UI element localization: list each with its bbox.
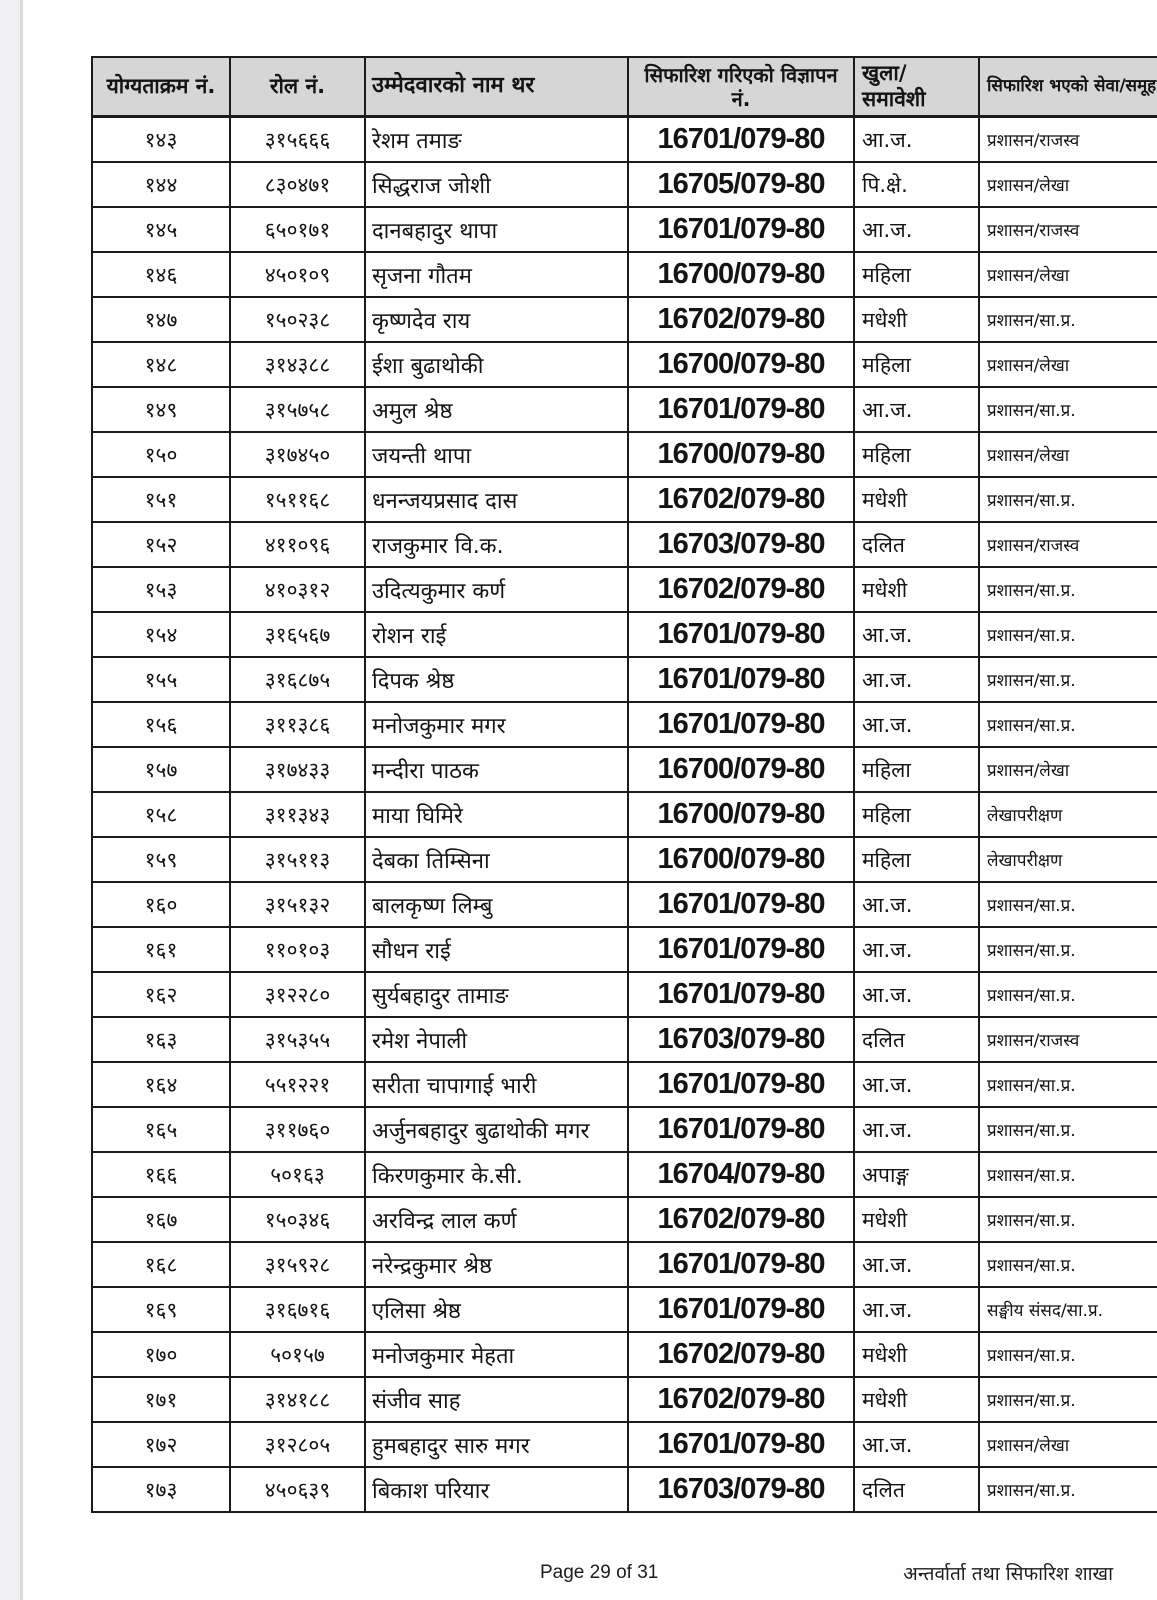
roll-number-cell: ५५१२२१ (230, 1062, 365, 1107)
table-row (92, 747, 1157, 792)
roll-number-cell: ३१७४३३ (230, 747, 365, 792)
candidate-name-cell: हुमबहादुर सारु मगर (365, 1422, 628, 1467)
table-row (92, 477, 1157, 522)
candidate-name-cell: सिद्धराज जोशी (365, 162, 628, 207)
category-cell: आ.ज. (854, 1062, 979, 1107)
roll-number-cell: ३१५३५५ (230, 1017, 365, 1062)
roll-number-cell: ३१६८७५ (230, 657, 365, 702)
service-group-cell: प्रशासन/सा.प्र. (979, 1152, 1157, 1197)
service-group-cell: प्रशासन/लेखा (979, 747, 1157, 792)
table-row (92, 837, 1157, 882)
category-cell: अपाङ्ग (854, 1152, 979, 1197)
candidate-name-cell: अर्जुनबहादुर बुढाथोकी मगर (365, 1107, 628, 1152)
advertisement-number-cell: 16701/079-80 (628, 207, 854, 252)
category-cell: महिला (854, 432, 979, 477)
table-row (92, 1017, 1157, 1062)
category-cell: मधेशी (854, 477, 979, 522)
category-cell: महिला (854, 792, 979, 837)
column-header-merit-number: योग्यताक्रम नं. (92, 57, 230, 117)
candidate-name-cell: धनन्जयप्रसाद दास (365, 477, 628, 522)
table-row (92, 207, 1157, 252)
candidate-name-cell: अरविन्द्र लाल कर्ण (365, 1197, 628, 1242)
merit-number-cell: १५० (92, 432, 230, 477)
service-group-cell: प्रशासन/सा.प्र. (979, 567, 1157, 612)
branch-label: अन्तर्वार्ता तथा सिफारिश शाखा (903, 1563, 1113, 1585)
merit-number-cell: १६४ (92, 1062, 230, 1107)
table-row (92, 927, 1157, 972)
merit-number-cell: १६५ (92, 1107, 230, 1152)
category-cell: आ.ज. (854, 1242, 979, 1287)
roll-number-cell: ४११०९६ (230, 522, 365, 567)
column-header-category: खुला/ समावेशी (854, 57, 979, 117)
table-row (92, 657, 1157, 702)
service-group-cell: प्रशासन/राजस्व (979, 522, 1157, 567)
category-cell: आ.ज. (854, 702, 979, 747)
table-row (92, 387, 1157, 432)
page-number: Page 29 of 31 (540, 1562, 659, 1583)
table-row (92, 702, 1157, 747)
merit-number-cell: १५२ (92, 522, 230, 567)
candidate-name-cell: सरीता चापागाई भारी (365, 1062, 628, 1107)
category-cell: दलित (854, 1467, 979, 1512)
advertisement-number-cell: 16700/079-80 (628, 837, 854, 882)
roll-number-cell: ३१२२८० (230, 972, 365, 1017)
table-row (92, 1377, 1157, 1422)
merit-number-cell: १४८ (92, 342, 230, 387)
merit-number-cell: १४५ (92, 207, 230, 252)
roll-number-cell: ३११७६० (230, 1107, 365, 1152)
column-header-advertisement-number: सिफारिश गरिएको विज्ञापन नं. (628, 57, 854, 117)
table-row (92, 297, 1157, 342)
roll-number-cell: ३१६७१६ (230, 1287, 365, 1332)
advertisement-number-cell: 16701/079-80 (628, 612, 854, 657)
table-row (92, 1422, 1157, 1467)
merit-number-cell: १७१ (92, 1377, 230, 1422)
service-group-cell: प्रशासन/लेखा (979, 1422, 1157, 1467)
candidate-name-cell: किरणकुमार के.सी. (365, 1152, 628, 1197)
roll-number-cell: ३१५६६६ (230, 117, 365, 163)
merit-number-cell: १६६ (92, 1152, 230, 1197)
service-group-cell: प्रशासन/सा.प्र. (979, 387, 1157, 432)
candidate-name-cell: सौधन राई (365, 927, 628, 972)
candidate-name-cell: जयन्ती थापा (365, 432, 628, 477)
candidate-name-cell: बालकृष्ण लिम्बु (365, 882, 628, 927)
advertisement-number-cell: 16701/079-80 (628, 972, 854, 1017)
merit-number-cell: १६७ (92, 1197, 230, 1242)
table-row (92, 342, 1157, 387)
merit-number-cell: १५५ (92, 657, 230, 702)
service-group-cell: प्रशासन/सा.प्र. (979, 1062, 1157, 1107)
service-group-cell: प्रशासन/सा.प्र. (979, 972, 1157, 1017)
table-row (92, 972, 1157, 1017)
category-cell: महिला (854, 342, 979, 387)
merit-number-cell: १७० (92, 1332, 230, 1377)
advertisement-number-cell: 16701/079-80 (628, 927, 854, 972)
candidate-name-cell: सृजना गौतम (365, 252, 628, 297)
merit-number-cell: १६१ (92, 927, 230, 972)
roll-number-cell: ३११३८६ (230, 702, 365, 747)
roll-number-cell: ३१५१३२ (230, 882, 365, 927)
category-cell: आ.ज. (854, 207, 979, 252)
merit-number-cell: १५१ (92, 477, 230, 522)
roll-number-cell: ४५०६३९ (230, 1467, 365, 1512)
category-cell: मधेशी (854, 1197, 979, 1242)
advertisement-number-cell: 16701/079-80 (628, 702, 854, 747)
candidate-name-cell: माया घिमिरे (365, 792, 628, 837)
roll-number-cell: ३१४३८८ (230, 342, 365, 387)
candidate-name-cell: देबका तिम्सिना (365, 837, 628, 882)
table-row (92, 882, 1157, 927)
advertisement-number-cell: 16704/079-80 (628, 1152, 854, 1197)
candidate-name-cell: कृष्णदेव राय (365, 297, 628, 342)
advertisement-number-cell: 16700/079-80 (628, 747, 854, 792)
category-cell: दलित (854, 1017, 979, 1062)
category-cell: महिला (854, 252, 979, 297)
category-cell: महिला (854, 747, 979, 792)
roll-number-cell: ३१५९२८ (230, 1242, 365, 1287)
service-group-cell: प्रशासन/राजस्व (979, 1017, 1157, 1062)
roll-number-cell: ३१२८०५ (230, 1422, 365, 1467)
table-row (92, 1242, 1157, 1287)
roll-number-cell: ११०१०३ (230, 927, 365, 972)
table-row (92, 162, 1157, 207)
roll-number-cell: ३१६५६७ (230, 612, 365, 657)
table-row (92, 522, 1157, 567)
category-cell: आ.ज. (854, 972, 979, 1017)
service-group-cell: प्रशासन/लेखा (979, 162, 1157, 207)
candidate-name-cell: मनोजकुमार मगर (365, 702, 628, 747)
category-cell: मधेशी (854, 1377, 979, 1422)
service-group-cell: लेखापरीक्षण (979, 792, 1157, 837)
table-body (92, 117, 1157, 1513)
candidate-name-cell: बिकाश परियार (365, 1467, 628, 1512)
service-group-cell: प्रशासन/सा.प्र. (979, 882, 1157, 927)
advertisement-number-cell: 16701/079-80 (628, 657, 854, 702)
service-group-cell: प्रशासन/सा.प्र. (979, 477, 1157, 522)
category-cell: मधेशी (854, 297, 979, 342)
merit-number-cell: १५६ (92, 702, 230, 747)
merit-number-cell: १४७ (92, 297, 230, 342)
recommendation-table (91, 56, 1157, 1513)
candidate-name-cell: रमेश नेपाली (365, 1017, 628, 1062)
candidate-name-cell: ईशा बुढाथोकी (365, 342, 628, 387)
advertisement-number-cell: 16701/079-80 (628, 117, 854, 163)
advertisement-number-cell: 16701/079-80 (628, 882, 854, 927)
column-header-service-group: सिफारिश भएको सेवा/समूह (979, 57, 1157, 117)
service-group-cell: सङ्घीय संसद/सा.प्र. (979, 1287, 1157, 1332)
merit-number-cell: १७२ (92, 1422, 230, 1467)
merit-number-cell: १४४ (92, 162, 230, 207)
service-group-cell: प्रशासन/लेखा (979, 252, 1157, 297)
roll-number-cell: ४५०१०९ (230, 252, 365, 297)
table-row (92, 252, 1157, 297)
candidate-name-cell: उदित्यकुमार कर्ण (365, 567, 628, 612)
roll-number-cell: ३१७४५० (230, 432, 365, 477)
candidate-name-cell: मनोजकुमार मेहता (365, 1332, 628, 1377)
roll-number-cell: ८३०४७१ (230, 162, 365, 207)
merit-number-cell: १५४ (92, 612, 230, 657)
candidate-name-cell: मन्दीरा पाठक (365, 747, 628, 792)
roll-number-cell: १५०२३८ (230, 297, 365, 342)
table-row (92, 432, 1157, 477)
category-cell: मधेशी (854, 567, 979, 612)
advertisement-number-cell: 16701/079-80 (628, 1242, 854, 1287)
merit-number-cell: १६३ (92, 1017, 230, 1062)
candidate-name-cell: सुर्यबहादुर तामाङ (365, 972, 628, 1017)
table-row (92, 1062, 1157, 1107)
category-cell: आ.ज. (854, 1422, 979, 1467)
category-cell: आ.ज. (854, 1287, 979, 1332)
scan-edge-strip (0, 0, 23, 1600)
roll-number-cell: ३११३४३ (230, 792, 365, 837)
advertisement-number-cell: 16701/079-80 (628, 1422, 854, 1467)
candidate-name-cell: नरेन्द्रकुमार श्रेष्ठ (365, 1242, 628, 1287)
table-row (92, 1107, 1157, 1152)
candidate-name-cell: रेशम तमाङ (365, 117, 628, 163)
category-cell: आ.ज. (854, 1107, 979, 1152)
advertisement-number-cell: 16702/079-80 (628, 1377, 854, 1422)
candidate-name-cell: रोशन राई (365, 612, 628, 657)
category-cell: आ.ज. (854, 612, 979, 657)
candidate-name-cell: एलिसा श्रेष्ठ (365, 1287, 628, 1332)
roll-number-cell: १५०३४६ (230, 1197, 365, 1242)
advertisement-number-cell: 16703/079-80 (628, 522, 854, 567)
advertisement-number-cell: 16702/079-80 (628, 567, 854, 612)
table-row (92, 117, 1157, 163)
category-cell: आ.ज. (854, 882, 979, 927)
service-group-cell: प्रशासन/सा.प्र. (979, 927, 1157, 972)
roll-number-cell: ५०१६३ (230, 1152, 365, 1197)
table-row (92, 1287, 1157, 1332)
roll-number-cell: १५११६८ (230, 477, 365, 522)
service-group-cell: प्रशासन/सा.प्र. (979, 1377, 1157, 1422)
table-row (92, 1152, 1157, 1197)
roll-number-cell: ४१०३१२ (230, 567, 365, 612)
table-row (92, 612, 1157, 657)
advertisement-number-cell: 16703/079-80 (628, 1017, 854, 1062)
advertisement-number-cell: 16702/079-80 (628, 477, 854, 522)
category-cell: मधेशी (854, 1332, 979, 1377)
roll-number-cell: ३१५११३ (230, 837, 365, 882)
merit-number-cell: १६० (92, 882, 230, 927)
table-header-row (92, 57, 1157, 117)
service-group-cell: प्रशासन/सा.प्र. (979, 657, 1157, 702)
service-group-cell: प्रशासन/सा.प्र. (979, 702, 1157, 747)
advertisement-number-cell: 16701/079-80 (628, 387, 854, 432)
service-group-cell: प्रशासन/राजस्व (979, 207, 1157, 252)
service-group-cell: लेखापरीक्षण (979, 837, 1157, 882)
service-group-cell: प्रशासन/सा.प्र. (979, 1197, 1157, 1242)
service-group-cell: प्रशासन/राजस्व (979, 117, 1157, 163)
category-cell: आ.ज. (854, 657, 979, 702)
merit-number-cell: १६८ (92, 1242, 230, 1287)
roll-number-cell: ५०१५७ (230, 1332, 365, 1377)
service-group-cell: प्रशासन/सा.प्र. (979, 612, 1157, 657)
table-row (92, 1467, 1157, 1512)
merit-number-cell: १५७ (92, 747, 230, 792)
service-group-cell: प्रशासन/लेखा (979, 432, 1157, 477)
candidate-name-cell: दिपक श्रेष्ठ (365, 657, 628, 702)
category-cell: आ.ज. (854, 927, 979, 972)
advertisement-number-cell: 16702/079-80 (628, 1332, 854, 1377)
merit-number-cell: १४९ (92, 387, 230, 432)
merit-number-cell: १७३ (92, 1467, 230, 1512)
candidate-name-cell: संजीव साह (365, 1377, 628, 1422)
advertisement-number-cell: 16703/079-80 (628, 1467, 854, 1512)
advertisement-number-cell: 16700/079-80 (628, 432, 854, 477)
advertisement-number-cell: 16701/079-80 (628, 1107, 854, 1152)
category-cell: दलित (854, 522, 979, 567)
service-group-cell: प्रशासन/लेखा (979, 342, 1157, 387)
merit-number-cell: १६२ (92, 972, 230, 1017)
merit-number-cell: १५८ (92, 792, 230, 837)
advertisement-number-cell: 16700/079-80 (628, 342, 854, 387)
category-cell: पि.क्षे. (854, 162, 979, 207)
category-cell: आ.ज. (854, 117, 979, 163)
candidate-name-cell: अमुल श्रेष्ठ (365, 387, 628, 432)
roll-number-cell: ६५०१७१ (230, 207, 365, 252)
table-row (92, 567, 1157, 612)
roll-number-cell: ३१४१८८ (230, 1377, 365, 1422)
advertisement-number-cell: 16701/079-80 (628, 1287, 854, 1332)
merit-number-cell: १५३ (92, 567, 230, 612)
advertisement-number-cell: 16702/079-80 (628, 1197, 854, 1242)
service-group-cell: प्रशासन/सा.प्र. (979, 1467, 1157, 1512)
merit-number-cell: १६९ (92, 1287, 230, 1332)
column-header-roll-number: रोल नं. (230, 57, 365, 117)
column-header-candidate-name: उम्मेदवारको नाम थर (365, 57, 628, 117)
advertisement-number-cell: 16700/079-80 (628, 252, 854, 297)
merit-number-cell: १४३ (92, 117, 230, 163)
table-head (92, 57, 1157, 117)
roll-number-cell: ३१५७५८ (230, 387, 365, 432)
advertisement-number-cell: 16700/079-80 (628, 792, 854, 837)
category-cell: महिला (854, 837, 979, 882)
merit-number-cell: १४६ (92, 252, 230, 297)
advertisement-number-cell: 16701/079-80 (628, 1062, 854, 1107)
table-row (92, 1197, 1157, 1242)
service-group-cell: प्रशासन/सा.प्र. (979, 297, 1157, 342)
table-row (92, 1332, 1157, 1377)
table-row (92, 792, 1157, 837)
category-cell: आ.ज. (854, 387, 979, 432)
advertisement-number-cell: 16702/079-80 (628, 297, 854, 342)
candidate-name-cell: दानबहादुर थापा (365, 207, 628, 252)
merit-number-cell: १५९ (92, 837, 230, 882)
service-group-cell: प्रशासन/सा.प्र. (979, 1242, 1157, 1287)
advertisement-number-cell: 16705/079-80 (628, 162, 854, 207)
service-group-cell: प्रशासन/सा.प्र. (979, 1107, 1157, 1152)
candidate-name-cell: राजकुमार वि.क. (365, 522, 628, 567)
service-group-cell: प्रशासन/सा.प्र. (979, 1332, 1157, 1377)
